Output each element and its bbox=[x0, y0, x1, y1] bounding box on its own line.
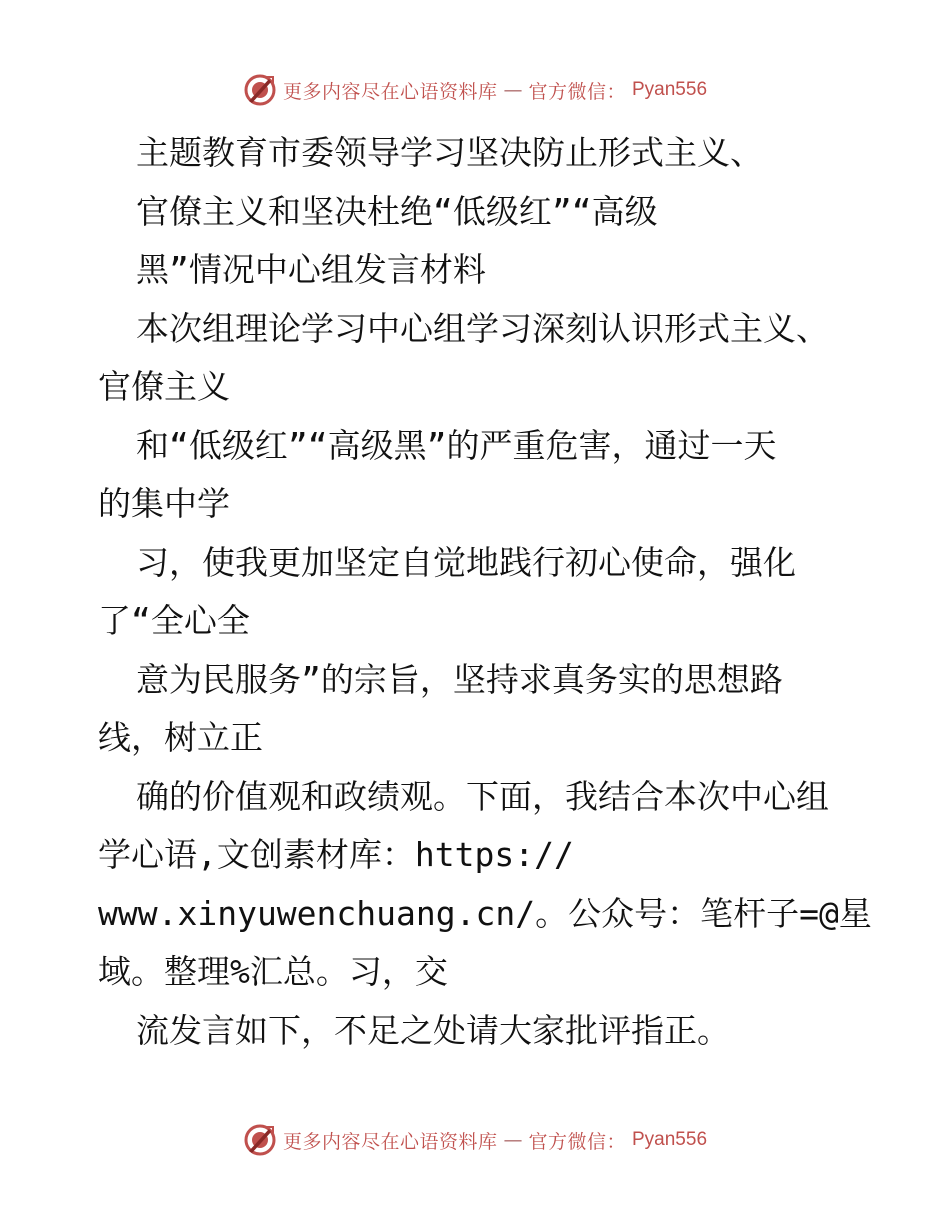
doc-line: 域。整理%汇总。习，交 bbox=[98, 952, 448, 991]
doc-line: www.xinyuwenchuang.cn/。公众号：笔杆子=@星 bbox=[98, 893, 872, 933]
doc-line: 官僚主义和坚决杜绝“低级红”“高级 bbox=[136, 191, 658, 231]
doc-line: 习，使我更加坚定自觉地践行初心使命，强化 bbox=[136, 542, 796, 582]
header-banner-content bbox=[243, 73, 707, 107]
doc-line: 主题教育市委领导学习坚决防止形式主义、 bbox=[136, 133, 763, 172]
banner-wechat-label: 官方微信： bbox=[528, 1130, 626, 1153]
doc-line: 和“低级红”“高级黑”的严重危害，通过一天 bbox=[136, 425, 777, 465]
footer-banner-content bbox=[243, 1123, 707, 1157]
doc-line: 的集中学 bbox=[98, 484, 230, 523]
doc-line: 意为民服务”的宗旨，坚持求真务实的思想路 bbox=[136, 659, 783, 699]
banner-separator: — bbox=[503, 1129, 523, 1151]
doc-line: 官僚主义 bbox=[98, 367, 230, 406]
doc-line: 确的价值观和政绩观。下面，我结合本次中心组 bbox=[136, 776, 829, 816]
banner-separator: — bbox=[503, 79, 523, 101]
doc-line: 本次组理论学习中心组学习深刻认识形式主义、 bbox=[136, 308, 829, 348]
document-body bbox=[98, 124, 878, 1060]
doc-line: 学心语,文创素材库：https:// bbox=[98, 835, 574, 874]
banner-wechat-id: Pyan556 bbox=[632, 79, 708, 100]
quill-seal-icon bbox=[243, 1123, 277, 1157]
doc-line: 流发言如下，不足之处请大家批评指正。 bbox=[136, 1010, 730, 1050]
banner-wechat-id: Pyan556 bbox=[632, 1129, 708, 1150]
banner-title: 更多内容尽在心语资料库 bbox=[282, 1130, 498, 1153]
banner-title: 更多内容尽在心语资料库 bbox=[282, 80, 498, 103]
banner-wechat-label: 官方微信： bbox=[528, 80, 626, 103]
doc-line: 线，树立正 bbox=[98, 718, 263, 757]
quill-seal-icon bbox=[243, 73, 277, 107]
footer-banner bbox=[0, 1120, 950, 1160]
doc-line: 了“全心全 bbox=[98, 601, 250, 640]
header-banner bbox=[0, 70, 950, 110]
doc-line: 黑”情况中心组发言材料 bbox=[136, 250, 486, 289]
